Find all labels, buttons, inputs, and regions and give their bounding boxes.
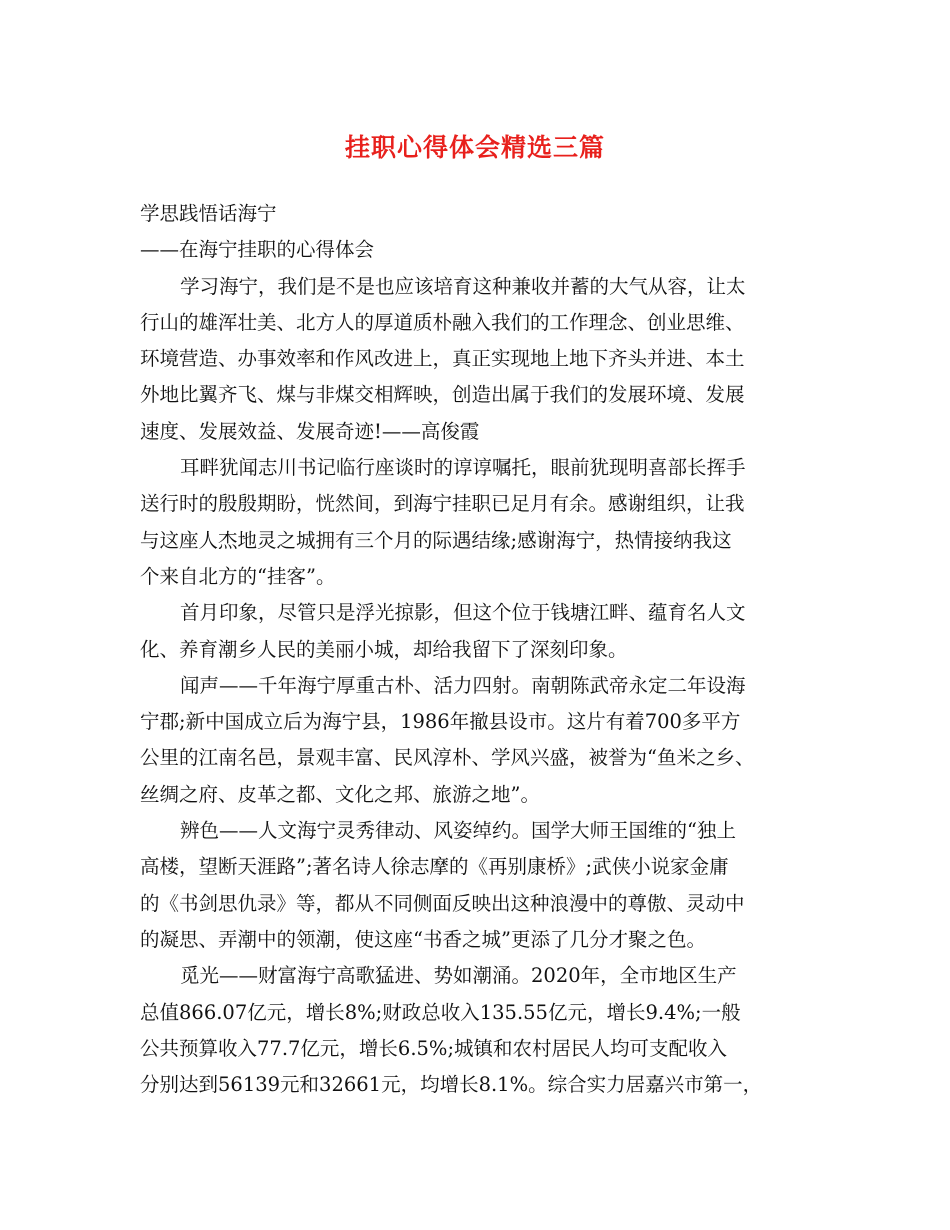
text-line: 送行时的殷殷期盼，恍然间，到海宁挂职已足月有余。感谢组织，让我 <box>140 492 745 516</box>
text-line: 化、养育潮乡人民的美丽小城，却给我留下了深刻印象。 <box>140 637 628 661</box>
document-body <box>140 196 830 1103</box>
text-line: 速度、发展效益、发展奇迹!——高俊霞 <box>140 419 480 443</box>
text-line: 公共预算收入77.7亿元，增长6.5%;城镇和农村居民人均可支配收入 <box>140 1036 728 1060</box>
text-line: 宁郡;新中国成立后为海宁县，1986年撤县设市。这片有着700多平方 <box>140 710 741 734</box>
document-title: 挂职心得体会精选三篇 <box>344 133 605 162</box>
text-line: 首月印象，尽管只是浮光掠影，但这个位于钱塘江畔、蕴育名人文 <box>180 601 746 625</box>
text-line: 外地比翼齐飞、煤与非煤交相辉映，创造出属于我们的发展环境、发展 <box>140 383 745 407</box>
text-line: 学思践悟话海宁 <box>140 202 277 225</box>
text-line: 环境营造、办事效率和作风改进上，真正实现地上地下齐头并进、本土 <box>140 347 745 371</box>
text-line: 公里的江南名邑，景观丰富、民风淳朴、学风兴盛，被誉为“鱼米之乡、 <box>140 746 755 770</box>
text-line: 总值866.07亿元，增长8%;财政总收入135.55亿元，增长9.4%;一般 <box>140 1000 741 1024</box>
text-line: 的凝思、弄潮中的领潮，使这座“书香之城”更添了几分才聚之色。 <box>140 927 706 951</box>
text-line: 个来自北方的“挂客”。 <box>140 564 336 588</box>
text-line: 辨色——人文海宁灵秀律动、风姿绰约。国学大师王国维的“独上 <box>180 819 736 843</box>
text-line: 觅光——财富海宁高歌猛进、势如潮涌。2020年，全市地区生产 <box>180 964 737 988</box>
text-line: 行山的雄浑壮美、北方人的厚道质朴融入我们的工作理念、创业思维、 <box>140 310 745 334</box>
text-line: 学习海宁，我们是不是也应该培育这种兼收并蓄的大气从容，让太 <box>180 274 746 298</box>
text-line: 的《书剑思仇录》等，都从不同侧面反映出这种浪漫中的尊傲、灵动中 <box>140 891 745 915</box>
text-line: 耳畔犹闻志川书记临行座谈时的谆谆嘱托，眼前犹现明喜部长挥手 <box>180 456 746 480</box>
text-line: 分别达到56139元和32661元，均增长8.1%。综合实力居嘉兴市第一， <box>140 1073 763 1097</box>
text-line: 高楼，望断天涯路”;著名诗人徐志摩的《再别康桥》;武侠小说家金庸 <box>140 855 729 879</box>
text-line: ——在海宁挂职的心得体会 <box>140 238 375 262</box>
text-line: 闻声——千年海宁厚重古朴、活力四射。南朝陈武帝永定二年设海 <box>180 673 746 697</box>
text-line: 丝绸之府、皮革之都、文化之邦、旅游之地”。 <box>140 782 540 806</box>
text-line: 与这座人杰地灵之城拥有三个月的际遇结缘;感谢海宁，热情接纳我这 <box>140 528 732 552</box>
